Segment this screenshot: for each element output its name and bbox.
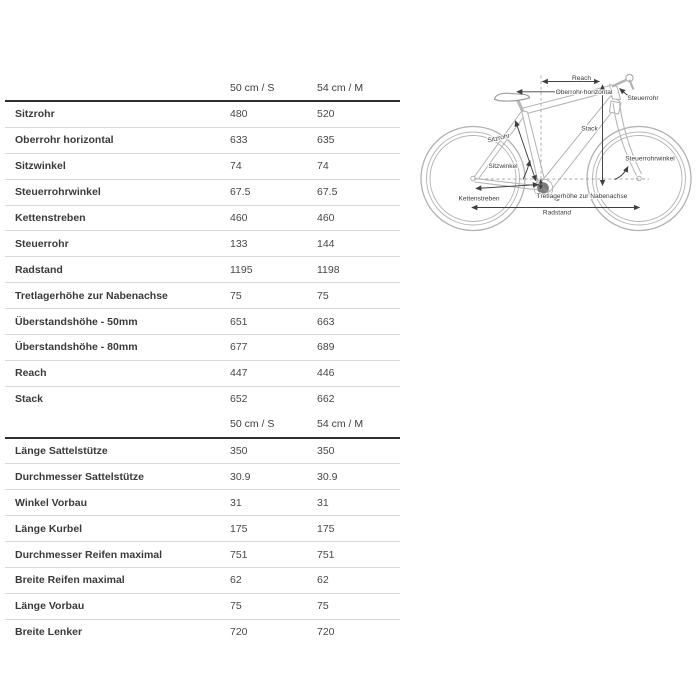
row-value-m: 446 [317,367,335,380]
bike-geometry-diagram [418,58,700,238]
steuerrohrwinkel-angle-arrow [615,167,629,180]
row-value-m: 75 [317,289,329,302]
tretlagerhoehe-label: Tretlagerhöhe zur Nabenachse [536,193,628,200]
fork-crown [610,101,622,114]
row-label: Überstandshöhe - 50mm [15,315,138,328]
kettenstreben-label: Kettenstreben [458,195,500,203]
row-label: Kettenstreben [15,212,86,224]
row-value-m: 520 [317,108,335,121]
kettenstreben-arrow [476,185,539,189]
row-value-m: 31 [317,496,329,509]
row-value-m: 62 [317,574,329,587]
column-header-size-s: 50 cm / S [230,418,275,431]
table-row [5,154,400,180]
stack-label: Stack [581,125,598,133]
seat-post [518,100,524,113]
table-row [5,568,400,594]
row-value-m: 460 [317,212,335,224]
row-label: Steuerrohrwinkel [15,186,101,199]
row-label: Tretlagerhöhe zur Nabenachse [15,289,168,302]
row-value-s: 30.9 [230,470,251,483]
row-value-s: 480 [230,108,248,121]
row-value-s: 447 [230,367,248,380]
row-value-m: 175 [317,522,335,535]
column-header-size-m: 54 cm / M [317,82,364,94]
table-row [5,620,400,645]
row-value-m: 75 [317,600,329,613]
row-value-s: 350 [230,445,248,458]
row-value-s: 751 [230,548,248,561]
row-value-m: 350 [317,445,335,458]
row-label: Sitzrohr [15,108,55,121]
row-value-m: 1198 [317,263,340,276]
row-value-s: 67.5 [230,186,251,199]
steuerrohr-label: Steuerrohr [627,94,659,102]
row-value-m: 720 [317,626,335,639]
table-row [5,439,400,465]
rear-wheel [421,127,525,231]
stem [612,80,626,87]
row-value-s: 75 [230,289,242,302]
reach-label: Reach [571,74,592,82]
row-value-m: 30.9 [317,470,338,483]
row-value-m: 144 [317,237,335,250]
row-value-m: 689 [317,341,335,354]
table-row [5,361,400,387]
table1-header-row [5,76,400,102]
row-value-s: 175 [230,522,248,535]
row-value-s: 74 [230,160,242,173]
row-label: Radstand [15,263,63,276]
table-row [5,542,400,568]
row-label: Breite Lenker [15,626,83,639]
row-value-m: 635 [317,134,335,147]
sitzwinkel-label: Sitzwinkel [488,163,518,170]
table-row [5,490,400,516]
row-value-m: 74 [317,160,329,173]
row-value-s: 651 [230,315,248,328]
row-label: Länge Vorbau [15,600,85,613]
saddle [495,93,530,101]
steuerrohrwinkel-label: Steuerrohrwinkel [625,155,675,163]
table-row [5,335,400,361]
table-row [5,594,400,620]
row-label: Länge Sattelstütze [15,445,108,458]
row-label: Länge Kurbel [15,522,83,535]
row-label: Sitzwinkel [15,160,66,173]
row-value-s: 133 [230,237,248,250]
table-row [5,464,400,490]
row-value-m: 662 [317,393,335,406]
geometry-table [5,76,400,645]
table2-header-row [5,412,400,439]
row-value-s: 652 [230,393,248,406]
row-label: Oberrohr horizontal [15,134,114,147]
row-value-s: 460 [230,212,248,224]
table-row [5,257,400,283]
row-label: Winkel Vorbau [15,496,88,509]
table-row [5,516,400,542]
row-value-s: 75 [230,600,242,613]
radstand-label: Radstand [542,209,572,217]
oberrohr-horizontal-label: Oberrohr horizontal [555,88,613,96]
row-value-s: 62 [230,574,242,587]
table-row [5,128,400,154]
row-value-m: 663 [317,315,335,328]
row-label: Breite Reifen maximal [15,574,125,587]
table-row [5,102,400,128]
table-row [5,283,400,309]
row-value-s: 633 [230,134,248,147]
sitzrohr-label: Sitzrohr [486,132,511,145]
row-value-s: 31 [230,496,242,509]
row-label: Reach [15,367,47,380]
row-value-s: 720 [230,626,248,639]
column-header-size-m: 54 cm / M [317,418,364,431]
row-label: Überstandshöhe - 80mm [15,341,138,354]
row-value-m: 67.5 [317,186,338,199]
table-row [5,309,400,335]
table-row [5,387,400,412]
column-header-size-s: 50 cm / S [230,82,275,94]
row-label: Stack [15,393,44,406]
row-label: Steuerrohr [15,237,69,250]
row-label: Durchmesser Sattelstütze [15,470,144,483]
row-value-m: 751 [317,548,335,561]
row-value-s: 1195 [230,263,253,276]
row-label: Durchmesser Reifen maximal [15,548,163,561]
table-row [5,231,400,257]
table-row [5,206,400,232]
table-row [5,180,400,206]
row-value-s: 677 [230,341,248,354]
